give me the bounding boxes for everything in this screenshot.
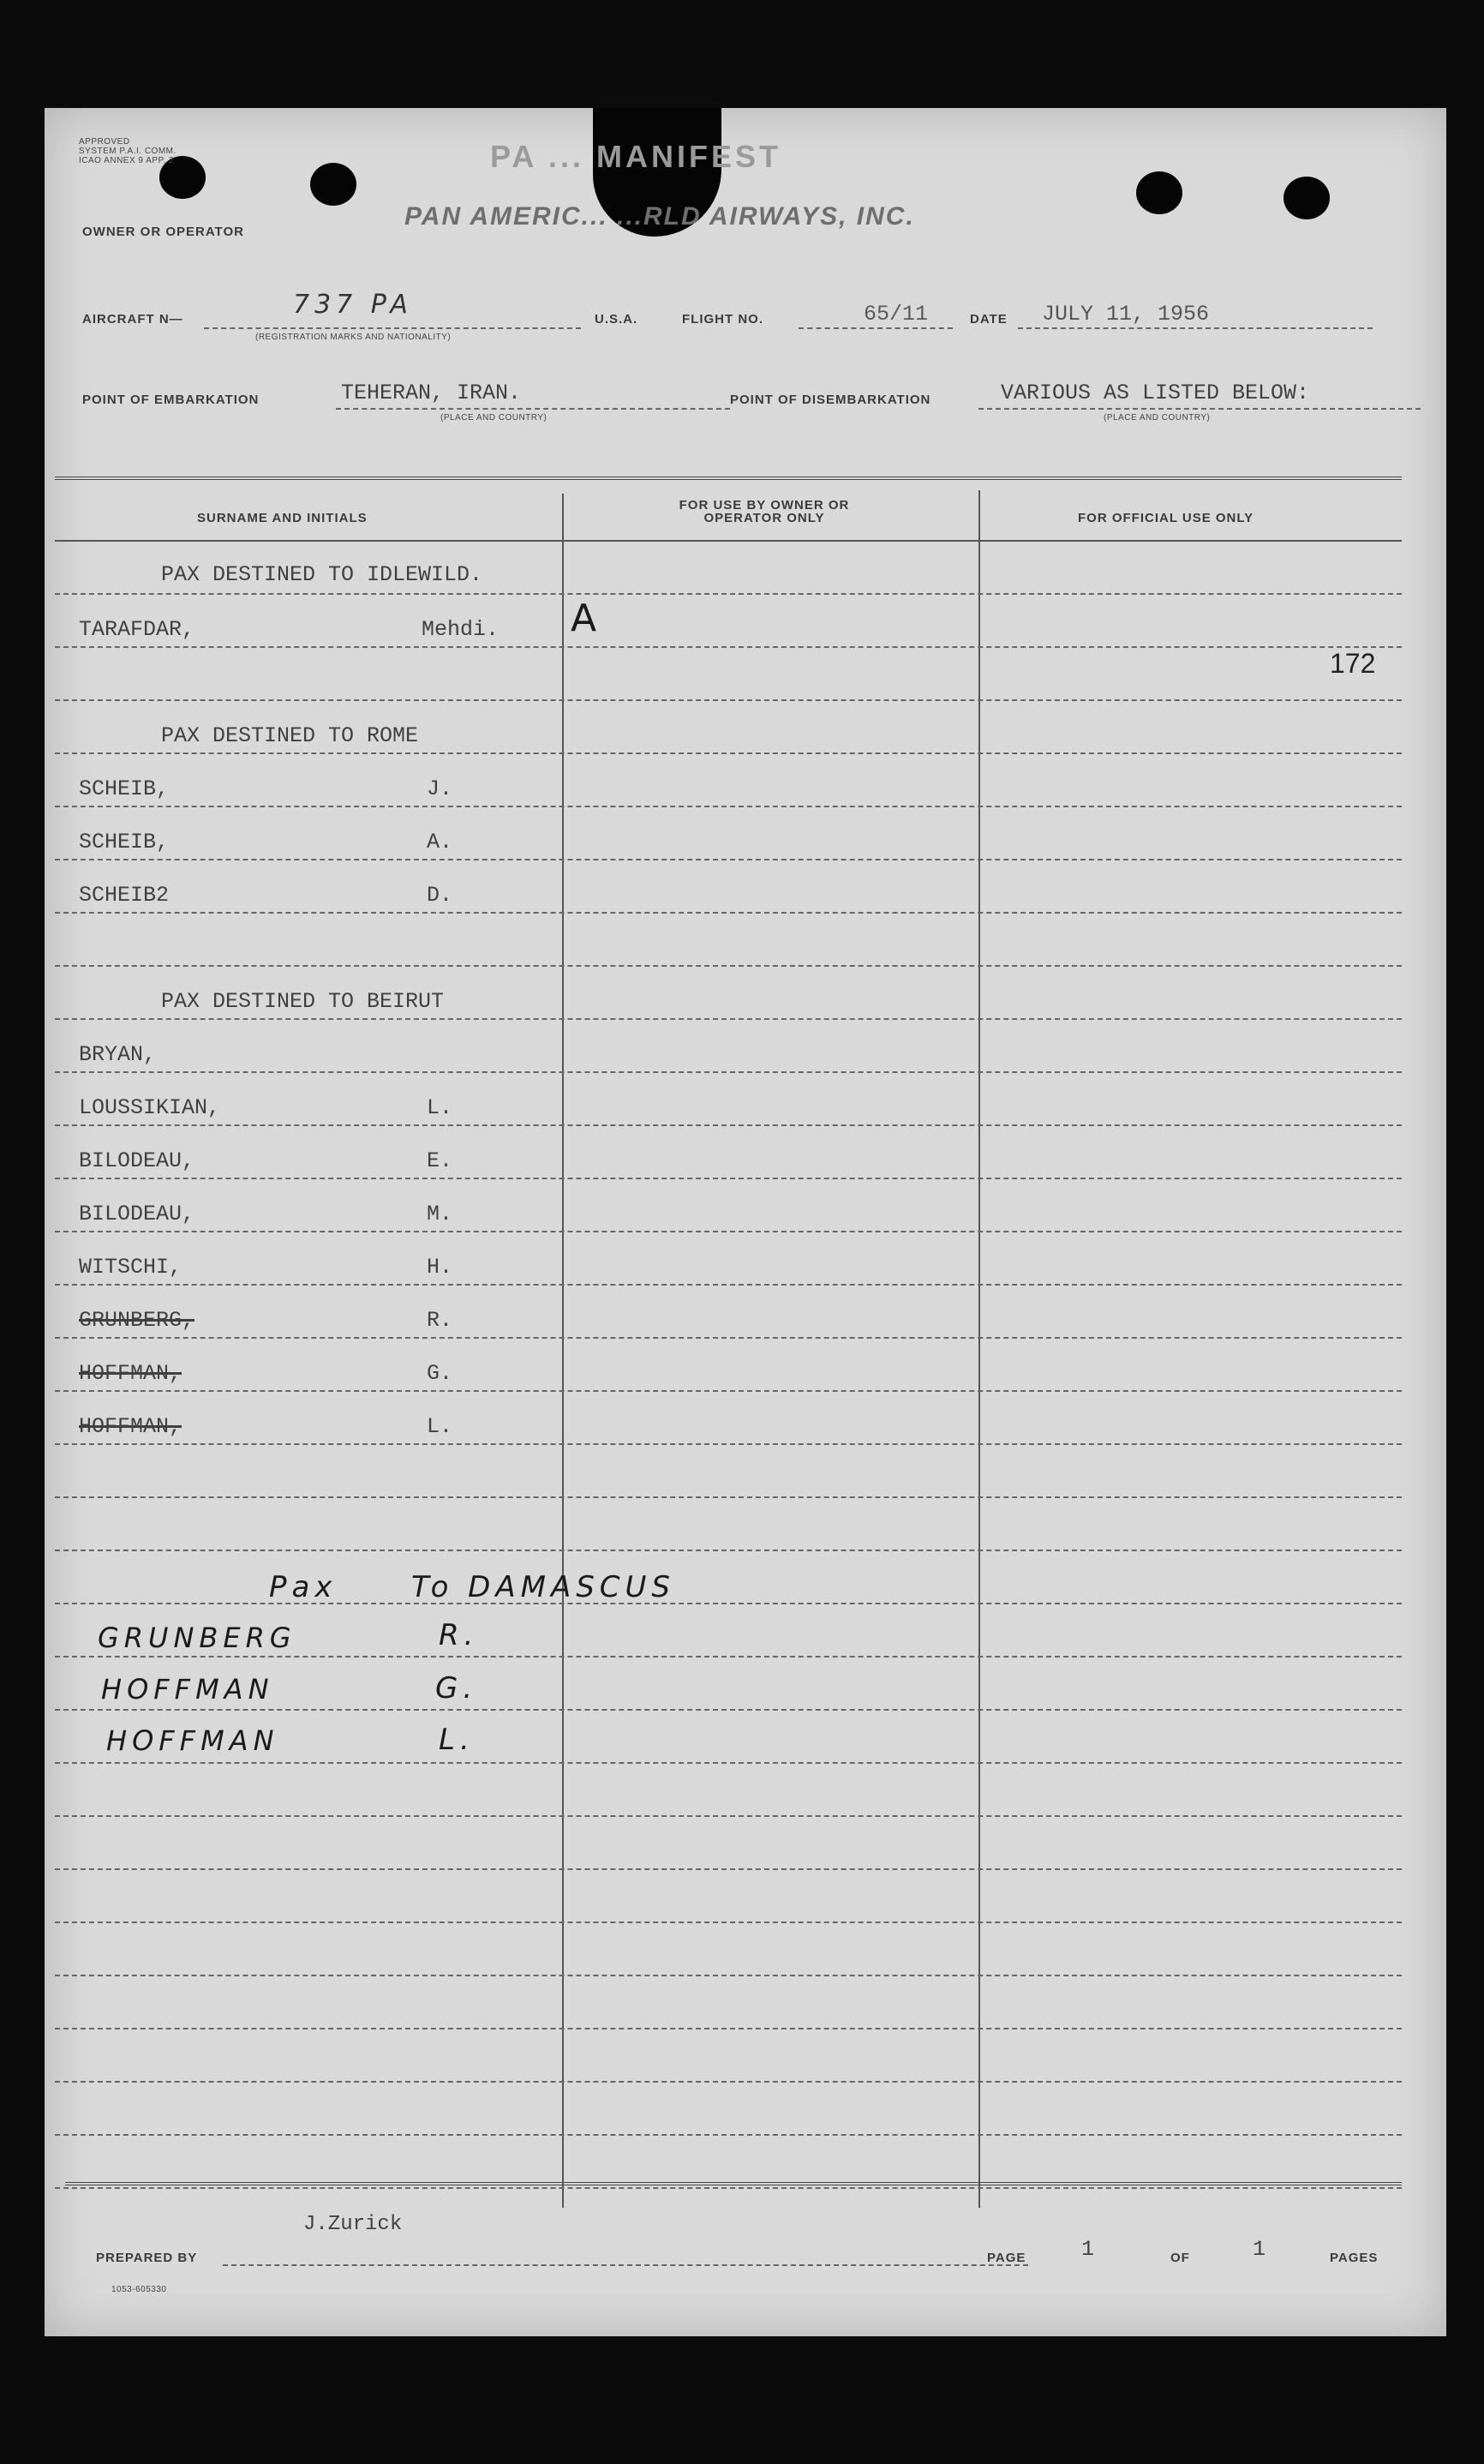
passenger-surname: SCHEIB,: [79, 776, 170, 801]
handwritten-surname: GRUNBERG: [98, 1622, 296, 1654]
passenger-initials: L.: [427, 1414, 453, 1439]
table-bottom-rule: [65, 2182, 1402, 2185]
passenger-initials: D.: [427, 883, 453, 908]
punch-hole: [1284, 177, 1330, 219]
official-number: 172: [1330, 648, 1376, 679]
passenger-surname: SCHEIB2: [79, 883, 170, 908]
row-rule: [55, 1762, 1402, 1764]
row-rule: [55, 1656, 1402, 1658]
form-number: 1053-605330: [111, 2285, 167, 2294]
passenger-initials: G.: [427, 1361, 453, 1386]
damascus-heading-dest: To DAMASCUS: [411, 1570, 676, 1604]
row-rule: [55, 1550, 1402, 1551]
disembark-line: [978, 408, 1421, 410]
passenger-surname: TARAFDAR,: [79, 617, 195, 642]
passenger-initials: L.: [427, 1095, 453, 1120]
passenger-surname: WITSCHI,: [79, 1255, 183, 1280]
aircraft-line: [204, 327, 581, 329]
aircraft-label: AIRCRAFT N—: [82, 312, 183, 327]
col-header-surname: SURNAME AND INITIALS: [197, 511, 368, 525]
owner-mark: A: [571, 597, 602, 640]
row-rule: [55, 1709, 1402, 1711]
row-rule: [55, 1124, 1402, 1126]
row-rule: [55, 646, 1402, 648]
prepared-line: [223, 2264, 1028, 2266]
passenger-initials: J.: [427, 776, 453, 801]
row-rule: [55, 1390, 1402, 1392]
row-rule: [55, 1496, 1402, 1498]
usa-label: U.S.A.: [595, 312, 638, 327]
struck-surname: HOFFMAN,: [79, 1361, 183, 1386]
passenger-initials: Mehdi.: [422, 617, 500, 642]
row-rule: [55, 1231, 1402, 1232]
passenger-initials: E.: [427, 1148, 453, 1173]
heading-beirut: PAX DESTINED TO BEIRUT: [161, 989, 445, 1014]
row-rule: [55, 1178, 1402, 1179]
damascus-heading-pax: Pax: [269, 1570, 338, 1604]
row-rule: [55, 2028, 1402, 2029]
row-rule: [55, 2134, 1402, 2136]
date-line: [1018, 327, 1373, 329]
registration-caption: (REGISTRATION MARKS AND NATIONALITY): [255, 333, 452, 342]
of-value: 1: [1253, 2237, 1266, 2262]
of-label: OF: [1170, 2251, 1190, 2265]
table-top-rule: [55, 477, 1402, 480]
struck-surname: GRUNBERG,: [79, 1308, 195, 1333]
company-name: PAN AMERIC... ...RLD AIRWAYS, INC.: [404, 202, 915, 231]
embark-line: [336, 408, 730, 410]
pages-label: PAGES: [1330, 2251, 1379, 2265]
table-header-rule: [55, 540, 1402, 542]
row-rule: [55, 1443, 1402, 1445]
handwritten-initials: L.: [439, 1723, 475, 1757]
disembark-value: VARIOUS AS LISTED BELOW:: [1001, 381, 1310, 405]
embark-caption: (PLACE AND COUNTRY): [440, 413, 548, 423]
handwritten-initials: R.: [439, 1618, 479, 1652]
date-label: DATE: [970, 312, 1008, 327]
row-rule: [55, 2187, 1402, 2189]
flight-value: 65/11: [864, 302, 929, 327]
prepared-by-value: J.Zurick: [303, 2213, 403, 2236]
row-rule: [55, 1018, 1402, 1020]
punch-hole: [1136, 171, 1182, 214]
heading-rome: PAX DESTINED TO ROME: [161, 723, 419, 748]
aircraft-value: 737 PA: [293, 290, 413, 320]
owner-label: OWNER OR OPERATOR: [82, 225, 244, 239]
row-rule: [55, 1815, 1402, 1817]
row-rule: [55, 1868, 1402, 1870]
handwritten-surname: HOFFMAN: [106, 1724, 279, 1757]
passenger-surname: LOUSSIKIAN,: [79, 1095, 221, 1120]
col-header-owner: FOR USE BY OWNER OR OPERATOR ONLY: [679, 498, 850, 525]
row-rule: [55, 1284, 1402, 1286]
embark-value: TEHERAN, IRAN.: [341, 381, 522, 405]
struck-surname: HOFFMAN,: [79, 1414, 183, 1439]
passenger-initials: M.: [427, 1202, 453, 1226]
approved-stamp: APPROVED SYSTEM P.A.I. COMM. ICAO ANNEX 9 APP. 2: [79, 137, 177, 165]
passenger-surname: BILODEAU,: [79, 1148, 195, 1173]
row-rule: [55, 593, 1402, 595]
handwritten-surname: HOFFMAN: [101, 1673, 274, 1706]
row-rule: [55, 1603, 1402, 1604]
row-rule: [55, 752, 1402, 754]
flight-label: FLIGHT NO.: [682, 312, 763, 327]
column-divider-2: [978, 490, 980, 2208]
row-rule: [55, 859, 1402, 860]
page-value: 1: [1081, 2237, 1095, 2262]
column-divider-1: [562, 494, 564, 2208]
passenger-surname: SCHEIB,: [79, 830, 170, 854]
passenger-initials: A.: [427, 830, 453, 854]
prepared-by-label: PREPARED BY: [96, 2251, 198, 2265]
row-rule: [55, 1071, 1402, 1073]
row-rule: [55, 806, 1402, 807]
row-rule: [55, 1975, 1402, 1976]
flight-line: [799, 327, 953, 329]
row-rule: [55, 965, 1402, 967]
passenger-initials: H.: [427, 1255, 453, 1280]
disembark-label: POINT OF DISEMBARKATION: [730, 393, 931, 407]
embark-label: POINT OF EMBARKATION: [82, 393, 260, 407]
form-title: PA ... MANIFEST: [490, 139, 782, 174]
row-rule: [55, 1921, 1402, 1923]
date-value: JULY 11, 1956: [1042, 302, 1210, 327]
passenger-surname: BRYAN,: [79, 1042, 157, 1067]
row-rule: [55, 699, 1402, 701]
punch-hole: [310, 163, 356, 206]
heading-idlewild: PAX DESTINED TO IDLEWILD.: [161, 562, 483, 587]
col-header-official: FOR OFFICIAL USE ONLY: [1078, 511, 1254, 525]
passenger-surname: BILODEAU,: [79, 1202, 195, 1226]
row-rule: [55, 1337, 1402, 1339]
manifest-sheet: [45, 108, 1446, 2336]
disembark-caption: (PLACE AND COUNTRY): [1104, 413, 1211, 423]
row-rule: [55, 2081, 1402, 2083]
passenger-initials: R.: [427, 1308, 453, 1333]
row-rule: [55, 912, 1402, 914]
handwritten-initials: G.: [435, 1671, 478, 1706]
page-label: PAGE: [987, 2251, 1026, 2265]
